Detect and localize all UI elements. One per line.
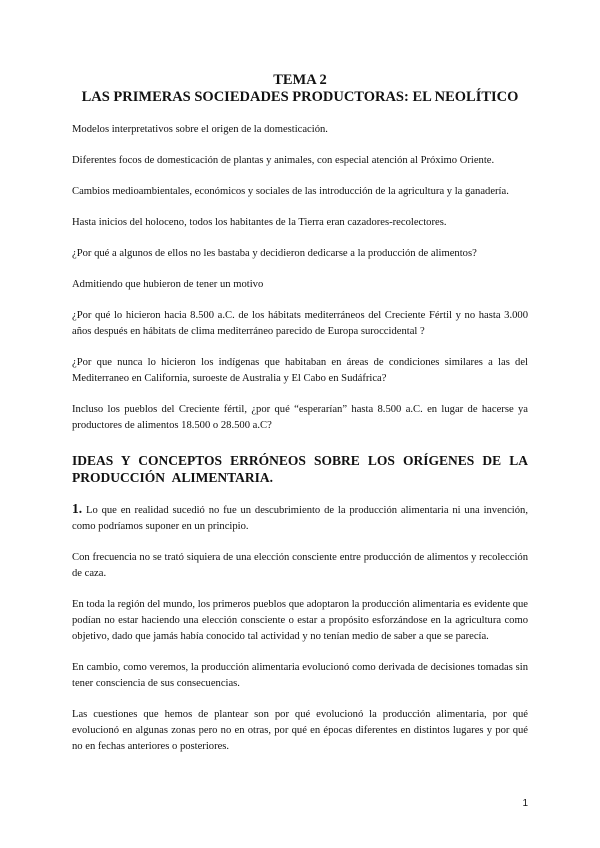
page-content	[72, 72, 528, 755]
intro-paragraph: ¿Por qué a algunos de ellos no les bastaba y decidieron dedicarse a la producción de alimentos?	[72, 248, 477, 259]
numbered-paragraph-text: Lo que en realidad sucedió no fue un descubrimiento de la producción alimentaria ni una invención, como podríamos suponer en un principio.	[72, 505, 528, 532]
intro-paragraph: Diferentes focos de domesticación de plantas y animales, con especial atención al Próximo Oriente.	[72, 155, 495, 166]
title-block	[72, 72, 528, 106]
intro-paragraph: ¿Por qué lo hicieron hacia 8.500 a.C. de los hábitats mediterráneos del Creciente Fértil y no hasta 3.000 años después en hábitats de clima mediterráneo parecido de Europa suroccidental ?	[72, 310, 528, 337]
intro-paragraph: Incluso los pueblos del Creciente fértil, ¿por qué “esperarían” hasta 8.500 a.C. en lugar de hacerse ya productores de alimentos 18.500 o 28.500 a.C?	[72, 404, 528, 431]
intro-paragraph: Modelos interpretativos sobre el origen de la domesticación.	[72, 124, 328, 135]
section-paragraph: Las cuestiones que hemos de plantear son por qué evolucionó la producción alimentaria, por qué evolucionó en algunas zonas pero no en otras, por qué en épocas diferentes en distintos lugares y por qué no en fechas anteriores o posteriores.	[72, 709, 528, 752]
section-paragraph: En cambio, como veremos, la producción alimentaria evolucionó como derivada de decisiones tomadas sin tener consciencia de sus consecuencias.	[72, 662, 528, 689]
page-number: 1	[522, 798, 528, 809]
intro-paragraph: Cambios medioambientales, económicos y sociales de las introducción de la agricultura y la ganadería.	[72, 186, 509, 197]
paragraph-number: 1.	[72, 501, 83, 516]
section-paragraph: Con frecuencia no se trató siquiera de una elección consciente entre producción de alimentos y recolección de caza.	[72, 552, 528, 579]
section-heading: IDEAS Y CONCEPTOS ERRÓNEOS SOBRE LOS ORÍGENES DE LA PRODUCCIÓN ALIMENTARIA.	[72, 453, 528, 485]
section-paragraph: En toda la región del mundo, los primeros pueblos que adoptaron la producción alimentaria es evidente que podían no estar haciendo una elección consciente o estar a propósito esforzándose en la agricultura como objetivo, dado que jamás había conocido tal actividad y no tenían medio de saber a que se parecía.	[72, 599, 528, 642]
intro-paragraph: ¿Por que nunca lo hicieron los indígenas que habitaban en áreas de condiciones similares a las del Mediterraneo en California, suroeste de Australia y El Cabo en Sudáfrica?	[72, 357, 528, 384]
numbered-paragraph	[72, 501, 528, 535]
tema-label: TEMA 2	[273, 72, 327, 88]
intro-paragraph: Hasta inicios del holoceno, todos los habitantes de la Tierra eran cazadores-recolectores.	[72, 217, 447, 228]
page-title: LAS PRIMERAS SOCIEDADES PRODUCTORAS: EL NEOLÍTICO	[81, 89, 519, 105]
intro-paragraph: Admitiendo que hubieron de tener un motivo	[72, 279, 264, 290]
